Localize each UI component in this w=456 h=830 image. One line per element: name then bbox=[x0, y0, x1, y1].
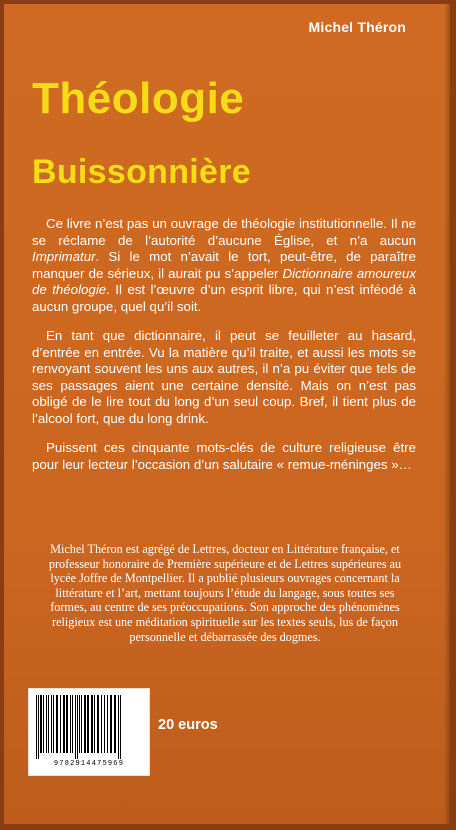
isbn-number: 9782914475969 bbox=[53, 760, 125, 768]
blurb-paragraph-3: Puissent ces cinquante mots-clés de culture religieuse être pour leur lecteur l’occasion d’un salutaire « remue-méninges »… bbox=[32, 440, 416, 472]
barcode-bar bbox=[91, 695, 93, 753]
book-back-cover bbox=[4, 4, 450, 824]
barcode-bars bbox=[35, 695, 143, 759]
barcode-bar bbox=[40, 695, 42, 753]
blurb-paragraph-2: En tant que dictionnaire, il peut se feuilleter au hasard, d’entrée en entrée. Vu la matière qu’il traite, et aussi les mots se renvoyant souvent les uns aux autres, il n’a pu éviter que tels de ses passages aient une certaine densité. Mais on n’est pas obligé de le lire tout du long d’un seul coup. Bref, il tient plus de l’alcool fort, que du long drink. bbox=[32, 328, 416, 426]
barcode-bar bbox=[72, 695, 73, 753]
title-line-2: Buissonnière bbox=[32, 153, 251, 191]
barcode-bar bbox=[66, 695, 68, 753]
isbn-barcode bbox=[28, 688, 150, 776]
barcode-bar bbox=[56, 695, 58, 753]
author-biography: Michel Théron est agrégé de Lettres, docteur en Littérature française, et professeur honoraire de Première supérieure et de Lettres supérieures au lycée Joffre de Montpellier. Il a publié plusieurs ouvrages concernant la littérature et l’art, mettant toujours l’étude du langage, sous toutes ses formes, au centre de ses préoccupations. Son approche des phénomènes religieux est une méditation spirituelle sur les textes seuls, lus de façon personnelle et débarrassée des dogmes. bbox=[48, 542, 402, 644]
italic-title-text: Imprimatur bbox=[32, 249, 96, 264]
blurb-text-run: Ce livre n’est pas un ouvrage de théologie institutionnelle. Il ne se réclame de l’autorité d’aucune Église, et n’a aucun bbox=[32, 216, 416, 248]
barcode-bar bbox=[97, 695, 99, 753]
barcode-bar bbox=[48, 695, 49, 753]
barcode-bar bbox=[101, 695, 102, 753]
author-name: Michel Théron bbox=[308, 19, 406, 35]
back-cover-blurb bbox=[32, 216, 416, 486]
cover-edge-shadow bbox=[444, 4, 450, 824]
barcode-bar bbox=[81, 695, 82, 753]
barcode-bar bbox=[84, 695, 86, 753]
barcode-bar bbox=[60, 695, 61, 753]
barcode-bar bbox=[118, 695, 119, 759]
barcode-bar bbox=[94, 695, 95, 753]
barcode-bar bbox=[87, 695, 89, 753]
barcode-bar bbox=[104, 695, 105, 753]
title-line-1: Théologie bbox=[32, 74, 245, 123]
barcode-bar bbox=[63, 695, 65, 753]
barcode-bar bbox=[77, 695, 78, 759]
blurb-paragraph-1 bbox=[32, 216, 416, 315]
italic-title-text: Dictionnaire amoureux de théologie bbox=[32, 265, 416, 297]
barcode-bar bbox=[70, 695, 71, 753]
blurb-text-run: . Si le mot n’avait le tort, peut-être, de paraître manquer de sérieux, il aurait pu s’appeler bbox=[32, 249, 416, 281]
barcode-bar bbox=[107, 695, 108, 753]
barcode-bar bbox=[114, 695, 116, 753]
barcode-bar bbox=[79, 695, 80, 753]
barcode-bar bbox=[120, 695, 121, 759]
blurb-text-run: . Il est l’œuvre d’un esprit libre, qui n’est inféodé à aucun groupe, quel qu’il soit. bbox=[32, 282, 416, 314]
barcode-bar bbox=[53, 695, 54, 753]
barcode-bar bbox=[46, 695, 47, 753]
barcode-bar bbox=[36, 695, 37, 759]
barcode-bar bbox=[110, 695, 112, 753]
barcode-bar bbox=[43, 695, 44, 753]
barcode-bar bbox=[75, 695, 76, 759]
barcode-bar bbox=[38, 695, 39, 759]
price-label: 20 euros bbox=[158, 717, 218, 733]
barcode-bar bbox=[51, 695, 52, 753]
